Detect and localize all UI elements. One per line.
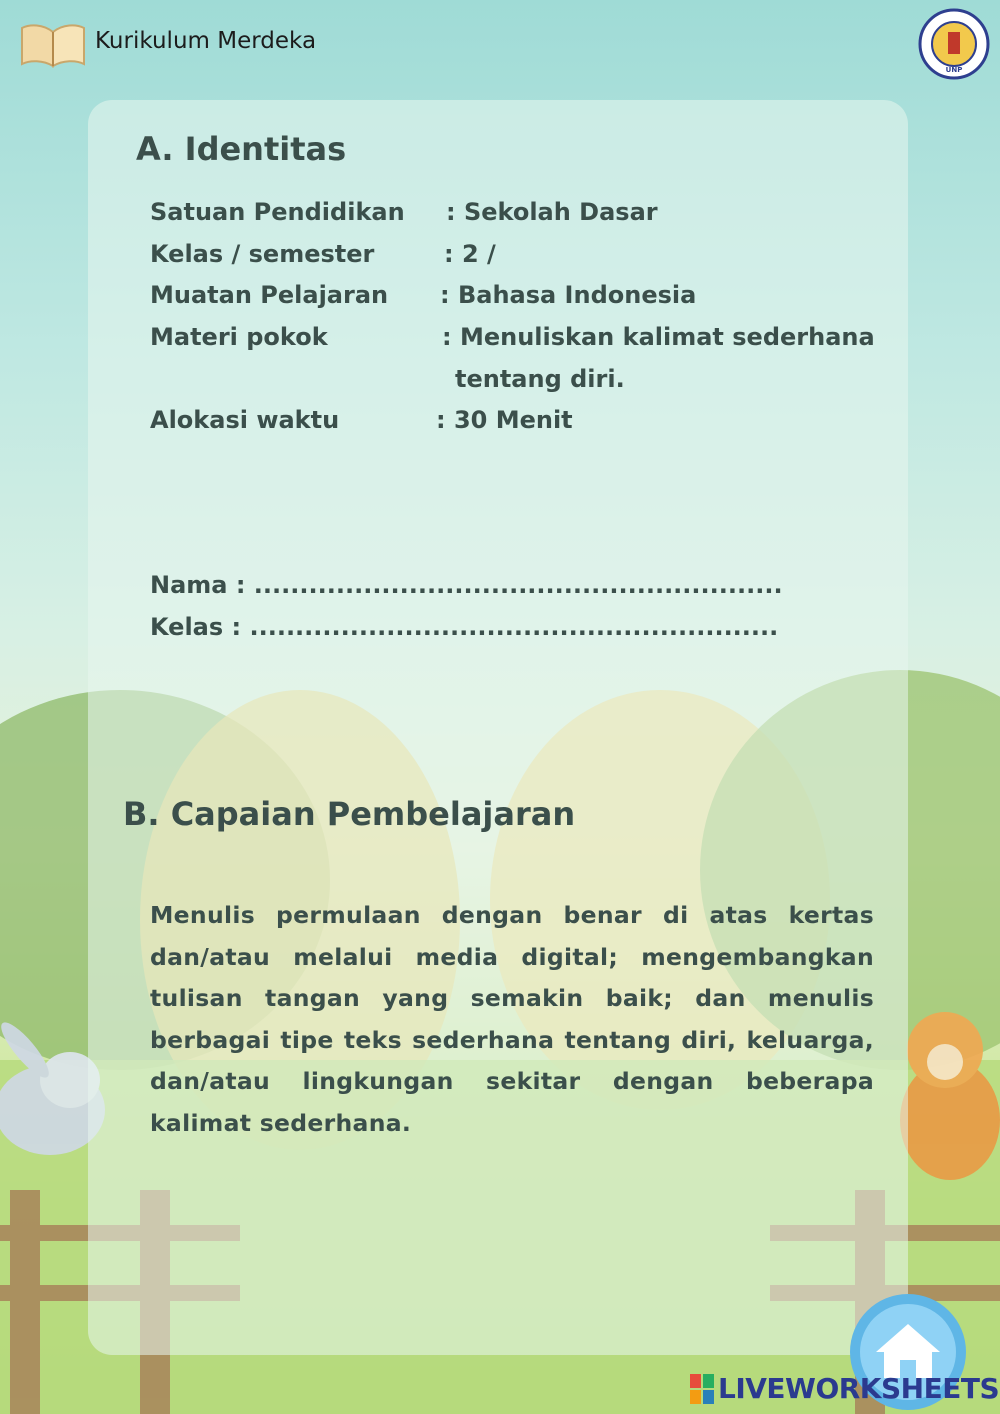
row-value: : Menuliskan kalimat sederhana [442,323,875,351]
row-satuan-pendidikan [150,197,658,227]
row-materi-pokok [150,322,875,393]
row-label: Satuan Pendidikan [150,198,405,226]
capaian-heading: B. Capaian Pembelajaran [123,795,576,833]
row-muatan-pelajaran [150,280,697,310]
row-value: : 2 / [444,240,496,268]
row-label: Muatan Pelajaran [150,281,389,309]
capaian-text: Menulis permulaan dengan benar di atas kertas dan/atau melalui media digital; mengembangkan tulisan tangan yang semakin baik; dan menulis berbagai tipe teks sederhana tentang diri, keluarga, dan/atau lingkungan sekitar dengan beberapa kalimat sederhana. [150,901,874,1137]
row-value: : Sekolah Dasar [446,198,658,226]
row-label: Materi pokok [150,323,328,351]
row-label: Kelas / semester [150,240,375,268]
header-title: Kurikulum Merdeka [95,28,317,54]
row-kelas-semester [150,239,496,269]
row-value: : 30 Menit [436,406,573,434]
row-value: : Bahasa Indonesia [440,281,697,309]
identitas-heading: A. Identitas [136,130,347,168]
row-alokasi-waktu [150,405,573,435]
nama-field[interactable]: Nama : .......................................................... [150,571,783,599]
liveworksheets-brand[interactable]: LIVEWORKSHEETS [718,1372,1000,1405]
row-value-continued: tentang diri. [455,365,625,393]
kelas-field[interactable]: Kelas : .......................................................... [150,613,779,641]
row-label: Alokasi waktu [150,406,340,434]
svg-text:UNP: UNP [945,66,963,74]
open-book-icon [18,20,88,70]
liveworksheets-logo-icon [690,1372,716,1406]
university-seal-icon [918,8,990,80]
